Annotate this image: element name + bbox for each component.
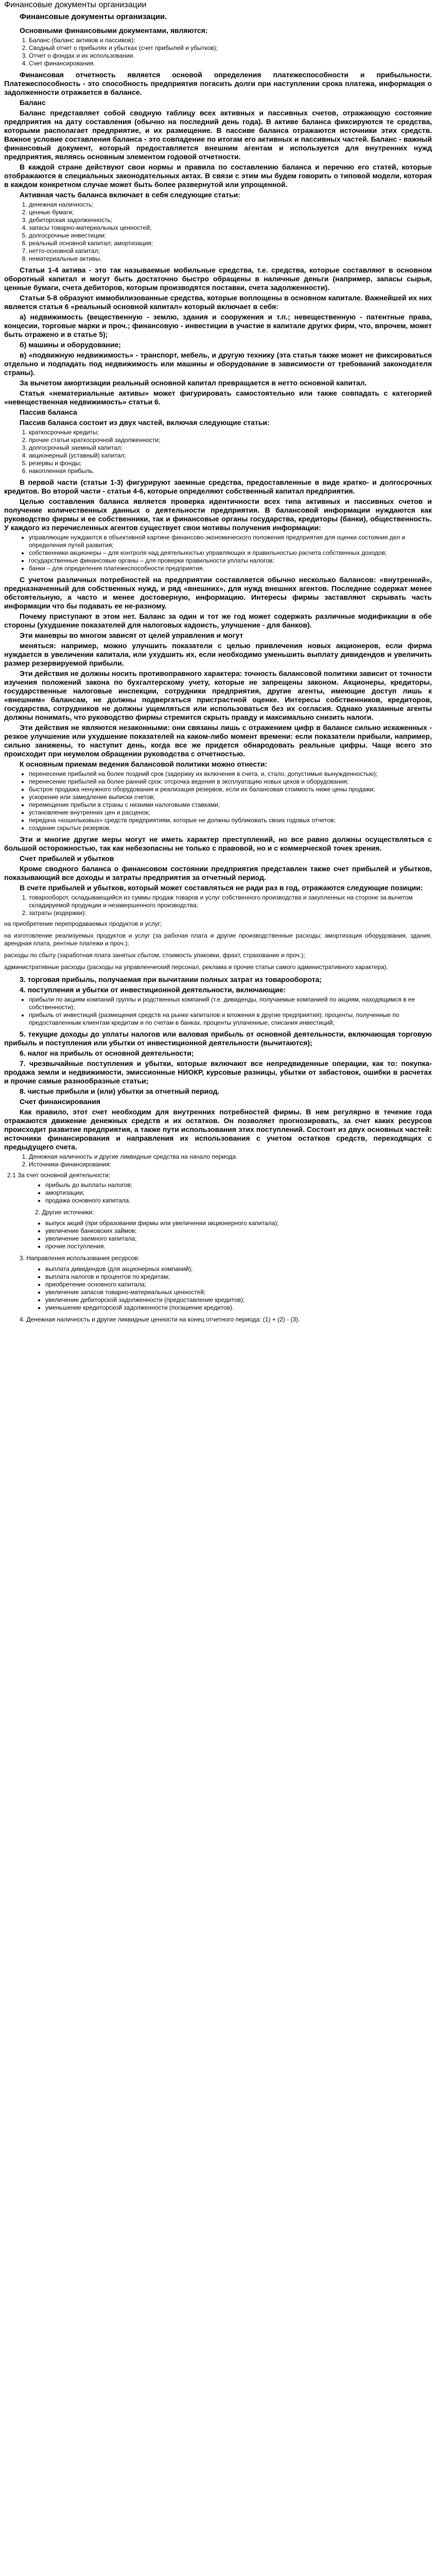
fin-use-heading: 3. Направления использования ресурсов: (20, 1255, 139, 1262)
list-item: • перенесение прибылей на более ранний срок: отсрочка ведения в эксплуатацию новых цехов и оборудования; (29, 778, 432, 786)
paragraph: меняться: например, можно улучшить показатели с целью привлечения новых акционеров, если фирма нуждается в увеличении капитала, или ухудшить их, если необходимо уменьшить выплату дивидендов и увеличить размер резервируемой прибыли. (4, 641, 432, 667)
paragraph: За вычетом амортизации реальный основной капитал превращается в нетто основной капитал. (20, 379, 367, 387)
list-item: 3. Отчет о фондах и их использовании. (29, 52, 432, 60)
list-item: • прибыль от инвестиций (размещения средств на рынке капиталов и вложения в другие предприятия); проценты, полученные по предоставленным клиентам кредитам и по счетам в банках, проценты уплаченные, списания инвестиций; (29, 1011, 432, 1027)
list-item: 6. реальный основной капитал; амортизация; (29, 240, 432, 247)
paragraph: Как правило, этот счет необходим для внутренних потребностей фирмы. В нем регулярно в течение года отражаются движение денежных средств и их остатков. Он позволяет прогнозировать, за счет каких ресурсов происходит развитие предприятия, а также пути использования этих поступлений. Состоит из двух основных частей: источники финансирования и направления их использования с учетом остатков средств, переходящих с предыдущего счета. (4, 1108, 432, 1151)
list-item: • установление внутренних цен и расценок; (29, 809, 432, 817)
list-item: • прочие поступления. (45, 1243, 432, 1250)
list-item: 3. долгосрочный заемный капитал; (29, 444, 432, 452)
list-item: • увеличение заемного капитала; (45, 1235, 432, 1243)
list-item: 4. запасы товарно-материальных ценностей; (29, 224, 432, 232)
list-item: • передача «кошельковых» средств предприятиям, которые не должны публиковать своих годовых отчетов; (29, 817, 432, 824)
list-item: • увеличение запасов товарно-материальных ценностей; (45, 1289, 432, 1296)
paragraph: Эти и многие другие меры могут не иметь характер преступлений, но все равно должны осуществляться с большой осторожностью, так как небезопасны не только с правовой, но и с коммерческой точек зрения. (4, 835, 432, 852)
paragraph: Эти маневры во многом зависят от целей управления и могут (20, 631, 243, 639)
paragraph: 8. чистые прибыли и (или) убытки за отчетный период. (20, 1087, 220, 1095)
paragraph: Баланс представляет собой сводную таблицу всех активных и пассивных счетов, отражающую состояние предприятия на дату составления (обычно на последний день года). В активе баланса фиксируются те средства, которыми располагает предприятие, и их размещение. В пассиве баланса отражаются источники этих средств. Важное условие составления баланса - это совпадение по итогам его активных и пассивных частей. Баланс - важный финансовый документ, который предоставляется внешним агентам и используется для внутренних нужд предприятия, являясь основным элементом годовой отчетности. (4, 109, 432, 161)
list-item: 5. долгосрочные инвестиции; (29, 232, 432, 240)
paragraph: Активная часть баланса включает в себя следующие статьи: (20, 191, 240, 199)
section-heading-pl: Счет прибылей и убытков (20, 854, 114, 862)
list-item: • ускорение или замедление выписки счетов; (29, 793, 432, 801)
site-title: Финансовые документы организации (4, 1, 147, 9)
list-item: • уменьшение кредиторской задолженности (погашение кредитов). (45, 1304, 432, 1312)
list-item: • приобретение основного капитала; (45, 1281, 432, 1289)
list-item: 2. ценные бумаги; (29, 209, 432, 216)
list-item: 6. накопленная прибыль. (29, 467, 432, 475)
paragraph: В каждой стране действуют свои нормы и правила по составлению баланса и перечню его статей, которые отображаются в специальных законодательных актах. В связи с этим мы будем говорить о типовой модели, которая в каждом конкретном случае может быть более развернутой или упрощенной. (4, 163, 432, 189)
paragraph: Статья «нематериальные активы» может фигурировать самостоятельно или также совпадать с категорией «невещественная недвижимость» статьи 6. (4, 389, 432, 406)
section-heading-financing: Счет финансирования (20, 1097, 100, 1106)
list-item: 7. нетто-основной капитал; (29, 247, 432, 255)
list-item: 3. дебиторская задолженность; (29, 216, 432, 224)
list-item: • амортизации; (45, 1189, 432, 1197)
fin-sub-heading: 2.1 За счет основной деятельности: (7, 1172, 111, 1179)
passive-items-list (4, 429, 432, 475)
fin-items-list (4, 1153, 432, 1168)
paragraph: 5. текущие доходы до уплаты налогов или валовая прибыль от основной деятельности, включающая торговую прибыль и поступления или убытки от инвестиционной деятельности (вычитаются); (4, 1030, 432, 1047)
paragraph: Пассив баланса состоит из двух частей, включая следующие статьи: (20, 418, 270, 427)
fin-use-list (4, 1265, 432, 1312)
list-item: 8. нематериальные активы. (29, 255, 432, 263)
paragraph: 7. чрезвычайные поступления и убытки, которые включают все непредвиденные операции, как то: покупка-продажа земли и недвижимости, эмиссионные НИОКР, курсовые разницы, убытки от забастовок, ошибки в расчетах и прочие самые разнообразные статьи; (4, 1059, 432, 1085)
paragraph: Эти действия не должны носить противоправного характера: точность балансовой политики зависит от точности изучения положений закона по бухгалтерскому учету, которые не запрещены законом. Акционеры, кредиторы, государственные налоговые инспекции, сотрудники предприятия, другие агенты, имеющие доступ лишь к «внешним» балансам, не должны подвергаться пристрастной оценке. Интересы собственников, кредиторов, государства, сотрудников не должны ущемляться или использоваться без их согласия. Однако указанные агенты должны понимать, что руководство фирмы стремится скрыть правду и максимально снизить налоги. (4, 669, 432, 721)
paragraph: а) недвижимость (вещественную - землю, здания и сооружения и т.п.; невещественную - патентные права, концесии, торговые марки и проч.; финансовую - инвестиции в участие в капитале других фирм, что, впрочем, может быть отражено и в статье 5); (4, 313, 432, 338)
list-item: • создание скрытых резервов. (29, 824, 432, 832)
list-item: • продажа основного капитала. (45, 1197, 432, 1205)
list-item: 1. краткосрочные кредиты; (29, 429, 432, 436)
paragraph: на приобретение перепродаваемых продуктов и услуг; (4, 920, 162, 927)
list-item: • банки – для определения платежеспособности предприятия. (29, 565, 432, 572)
list-item: • управляющие нуждаются в объективной картине финансово-экономического положения предприятия для оценки состояния дел и определения путей развития; (29, 534, 432, 549)
paragraph: Целью составления баланса является проверка идентичности всех типа активных и пассивных счетов и получение количественных данных о деятельности предприятия. В балансовой информации нуждаются как руководство фирмы и ее собственники, так и финансовые органы государства, кредиторы (банки), общественность. У каждого из перечисленных агентов существует свои мотивы получения информации: (4, 497, 432, 532)
paragraph: 3. торговая прибыль, получаемая при вычитании полных затрат из товарооборота; (20, 975, 322, 984)
motive-items-list (4, 534, 432, 572)
list-item: 4. акционерный (уставный) капитал; (29, 452, 432, 460)
paragraph: К основным приемам ведения балансовой политики можно отнести: (20, 760, 268, 768)
paragraph: В первой части (статьи 1-3) фигурируют заемные средства, предоставленные в виде кратко- и долгосрочных кредитов. Во второй части - статьи 4-6, которые определяют собственный капитал предприятия. (4, 478, 432, 495)
paragraph: расходы по сбыту (заработная плата занятых сбытом, стоимость упаковки, фрахт, страхование и проч.); (4, 952, 305, 959)
list-item: 1. денежная наличность; (29, 201, 432, 209)
paragraph: Почему приступают в этом нет. Баланс за один и тот же год может содержать различные модификации в обе стороны (ухудшение показателей для налоговых кадоисть, улучшение - для банков). (4, 612, 432, 629)
section-heading-passive: Пассив баланса (20, 408, 77, 416)
active-items-list (4, 201, 432, 263)
fin-other-list (4, 1219, 432, 1250)
policy-items-list (4, 770, 432, 832)
paragraph: 6. налог на прибыль от основной деятельности; (20, 1049, 194, 1057)
paragraph: Эти действия не являются незаконными: они связаны лишь с отражением цифр в балансе сильно искаженных - резкое улучшение или ухудшение показателей на каком-либо момент времени: если показатели прибыли, например, сильно занижены, то наступит день, когда все же придется обнародовать реальные цифры. Чаще всего это происходит при неумелом обращении руководства с отчетностью. (4, 723, 432, 758)
list-item: 2. Источники финансирования: (29, 1161, 432, 1168)
list-item: 1. Баланс (баланс активов и пассивов); (29, 37, 432, 44)
fin-main-list (4, 1181, 432, 1205)
list-item: • перемещение прибыли в страны с низкими налоговыми ставками; (29, 801, 432, 809)
main-docs-list (4, 37, 432, 67)
list-item: • прибыль до выплаты налогов; (45, 1181, 432, 1189)
pl-costs (4, 920, 432, 971)
list-item: 1. Денежная наличность и другие ликвидные средства на начало периода. (29, 1153, 432, 1161)
paragraph: на изготовление реализуемых продуктов и услуг (за рабочая плата и другие производственные расходы; амортизация оборудования, здания, арендная плата, рентные платежи и проч.); (4, 932, 432, 947)
paragraph: в) «подвижную недвижимость» - транспорт, мебель, и другую технику (эта статья также может не фиксироваться отдельно и подпадать под недвижимость или машины и оборудование в зависимости от требований законодателя страны). (4, 351, 432, 377)
list-item: 2. прочие статьи краткосрочной задолженности; (29, 436, 432, 444)
list-item: 4. Счет финансирования. (29, 60, 432, 67)
list-item: • прибыли по акциям компаний группы и родственных компаний (т.е. дивиденды, получаемые компанией по акциям, находящимся в ее собственности); (29, 996, 432, 1011)
list-item: • собственники-акционеры – для контроля над деятельностью управляющих и правильностью расчета собственных доходов; (29, 549, 432, 557)
section-heading-main-docs: Основными финансовыми документами, являются: (20, 26, 208, 35)
document-title: Финансовые документы организации. (20, 12, 167, 21)
list-item: 2. Сводный отчет о прибылях и убытках (счет прибылей и убытков); (29, 44, 432, 52)
list-item: • выпуск акций (при образовании фирмы или увеличении акционерного капитала); (45, 1219, 432, 1227)
list-item: • государственные финансовые органы – для проверки правильности уплаты налогов; (29, 557, 432, 565)
invest-items-list (4, 996, 432, 1027)
list-item: 2. затраты (издержки): (29, 909, 432, 917)
list-item: • увеличение банковских займов; (45, 1227, 432, 1235)
list-item: • выплата налогов и процентов по кредитам; (45, 1273, 432, 1281)
pl-items-list (4, 894, 432, 917)
paragraph: 4. поступления и убытки от инвестиционной деятельности, включающие: (20, 986, 286, 994)
section-heading-balance: Баланс (20, 98, 46, 107)
paragraph: Статьи 5-8 образуют иммобилизованные средства, которые воплощены в основном капитале. Важнейшей их них является статья 6 «реальный основной капитал» который включает в себя: (4, 294, 432, 311)
paragraph: б) машины и оборудование; (20, 341, 121, 349)
list-item: • выплата дивидендов (для акционерных компаний); (45, 1265, 432, 1273)
paragraph: Кроме сводного баланса о финансовом состоянии предприятия представлен также счет прибылей и убытков, показывающий все доходы и затраты предприятия за отчетный период. (4, 865, 432, 882)
list-item: • увеличение дебиторской задолженности (предоставление кредитов); (45, 1296, 432, 1304)
list-item: 5. резервы и фонды; (29, 460, 432, 467)
paragraph: Статьи 1-4 актива - это так называемые мобильные средства, т.е. средства, которые составляют в основном оборотный капитал и могут быть достаточно быстро обращены в наличные деньги (например, запасы сырья, ценные бумаги, счета дебиторов, которым производятся поставки, счета задолженности). (4, 266, 432, 292)
paragraph: административные расходы (расходы на управленческий персонал, реклама и прочие статьи самого административного характера). (4, 963, 389, 971)
fin-other-heading: 2. Другие источники: (35, 1209, 94, 1216)
list-item: • быстрое продажа ненужного оборудования и реализация резервов, если их балансовая стоимость ниже цены продажи; (29, 786, 432, 793)
fin-last: 4. Денежная наличность и другие ликвидные ценности на конец отчетного периода: (1) + (2) - (3). (20, 1316, 300, 1323)
paragraph: Финансовая отчетность является основой определения платежеспособности и прибыльности. Платежеспособность - это способность предприятия погасить долги при наступлении срока платежа, информация о задолженности отражается в балансе. (4, 71, 432, 96)
list-item: • перенесение прибылей на более поздний срок (задержку их включения в счета, и, стало, допустимые вынужденностью); (29, 770, 432, 778)
list-item: 1. товарооборот, складывающийся из суммы продаж товаров и услуг собственного производства и закупленных на стороне за вычетом складируемой продукции и незавершенного производства; (29, 894, 432, 909)
paragraph: С учетом различных потребностей на предприятии составляется обычно несколько балансов: «внутренний», предназначенный для собственных нужд, и ряд «внешних», для нужд внешних агентов. Последние содержат менее обстоятельную, а часто и менее достоверную, информацию. Интересы фирмы заставляют скрывать часть информации что бы подавать ее не-разному. (4, 575, 432, 610)
paragraph: В счете прибылей и убытков, который может составляться не ради раз в год, отражаются следующие позиции: (20, 884, 423, 892)
